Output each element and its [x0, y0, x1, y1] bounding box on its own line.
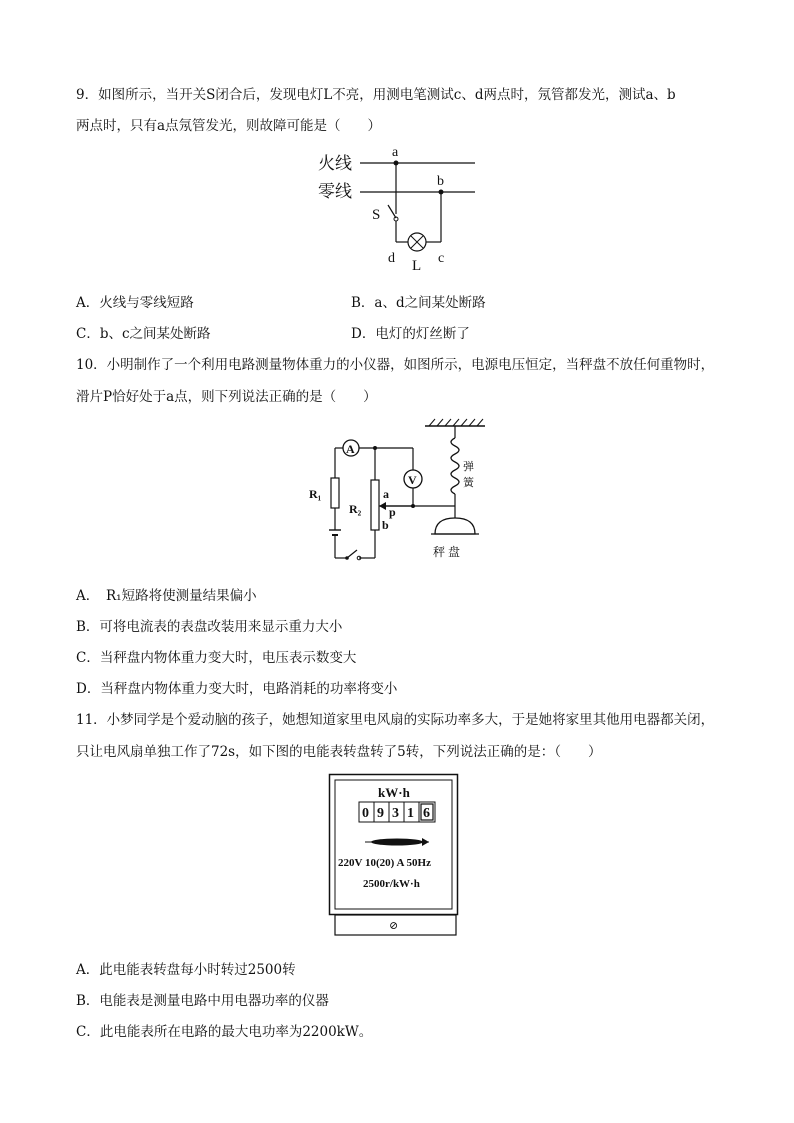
q10-option-a: A． R₁短路将使测量结果偏小: [76, 588, 257, 604]
neutral-wire-label: 零线: [318, 182, 352, 201]
q9-stem-line1: 9．如图所示，当开关S闭合后，发现电灯L不亮，用测电笔测试c、d两点时，氖管都发光，测试a、b: [76, 87, 676, 103]
q10-circuit-diagram: [305, 418, 495, 566]
label-a: a: [392, 145, 399, 160]
meter-digit-2: 9: [377, 806, 384, 821]
meter-digit-4: 1: [407, 806, 414, 821]
pan-label: 秤 盘: [433, 545, 461, 559]
q9-option-b: B．a、d之间某处断路: [351, 295, 486, 311]
rheostat-a-label: a: [383, 487, 389, 501]
resistor-r1: [331, 478, 339, 508]
r1-label: R₁: [309, 487, 322, 501]
ammeter-label: A: [346, 442, 355, 456]
q9-option-a: A．火线与零线短路: [76, 295, 194, 311]
rheostat-r2: [371, 480, 379, 530]
q11-stem-line1: 11．小梦同学是个爱动脑的孩子，她想知道家里电风扇的实际功率多大，于是她将家里其他用电器都关闭，: [76, 712, 715, 728]
scale-pan: [435, 518, 475, 534]
live-wire-label: 火线: [318, 154, 352, 173]
label-b: b: [437, 174, 444, 189]
slider-p-label: p: [389, 505, 396, 519]
label-s: S: [372, 207, 381, 223]
node-b: [439, 190, 444, 195]
meter-spec-voltage: 220V 10(20) A 50Hz: [338, 857, 431, 869]
meter-digit-5: 6: [423, 806, 430, 821]
q10-stem-line2: 滑片P恰好处于a点，则下列说法正确的是（ ）: [76, 389, 377, 405]
q10-option-c: C．当秤盘内物体重力变大时，电压表示数变大: [76, 650, 357, 666]
q11-energy-meter: [329, 774, 461, 938]
q11-option-b: B．电能表是测量电路中用电器功率的仪器: [76, 993, 329, 1009]
meter-digit-3: 3: [392, 806, 399, 821]
q9-option-c: C．b、c之间某处断路: [76, 326, 211, 342]
q9-stem-line2: 两点时，只有a点氖管发光，则故障可能是（ ）: [76, 118, 382, 134]
r2-label: R₂: [349, 502, 362, 516]
voltmeter-label: V: [408, 473, 417, 487]
switch-s: [388, 205, 396, 218]
q10-option-b: B．可将电流表的表盘改装用来显示重力大小: [76, 619, 343, 635]
label-c: c: [438, 251, 445, 266]
q10-option-d: D．当秤盘内物体重力变大时，电路消耗的功率将变小: [76, 681, 398, 697]
meter-digit-1: 0: [362, 806, 369, 821]
spring-label-2: 簧: [463, 477, 474, 489]
q11-stem-line2: 只让电风扇单独工作了72s，如下图的电能表转盘转了5转，下列说法正确的是：（ ）: [76, 744, 602, 760]
meter-spec-constant: 2500r/kW·h: [363, 878, 420, 890]
spring-label-1: 弹: [463, 461, 474, 473]
spring: [451, 438, 459, 494]
label-d: d: [388, 251, 395, 266]
meter-unit: kW·h: [378, 785, 410, 800]
q11-option-a: A．此电能表转盘每小时转过2500转: [76, 962, 296, 978]
q11-option-c: C．此电能表所在电路的最大电功率为2200kW。: [76, 1024, 373, 1040]
rheostat-b-label: b: [382, 518, 389, 532]
meter-screw: ⊘: [389, 920, 399, 932]
q10-stem-line1: 10．小明制作了一个利用电路测量物体重力的小仪器，如图所示，电源电压恒定，当秤盘不放任何重物时，: [76, 357, 715, 373]
switch: [347, 550, 357, 558]
q9-option-d: D．电灯的灯丝断了: [351, 326, 470, 342]
label-l: L: [412, 258, 422, 274]
q9-circuit-diagram: [310, 142, 490, 274]
